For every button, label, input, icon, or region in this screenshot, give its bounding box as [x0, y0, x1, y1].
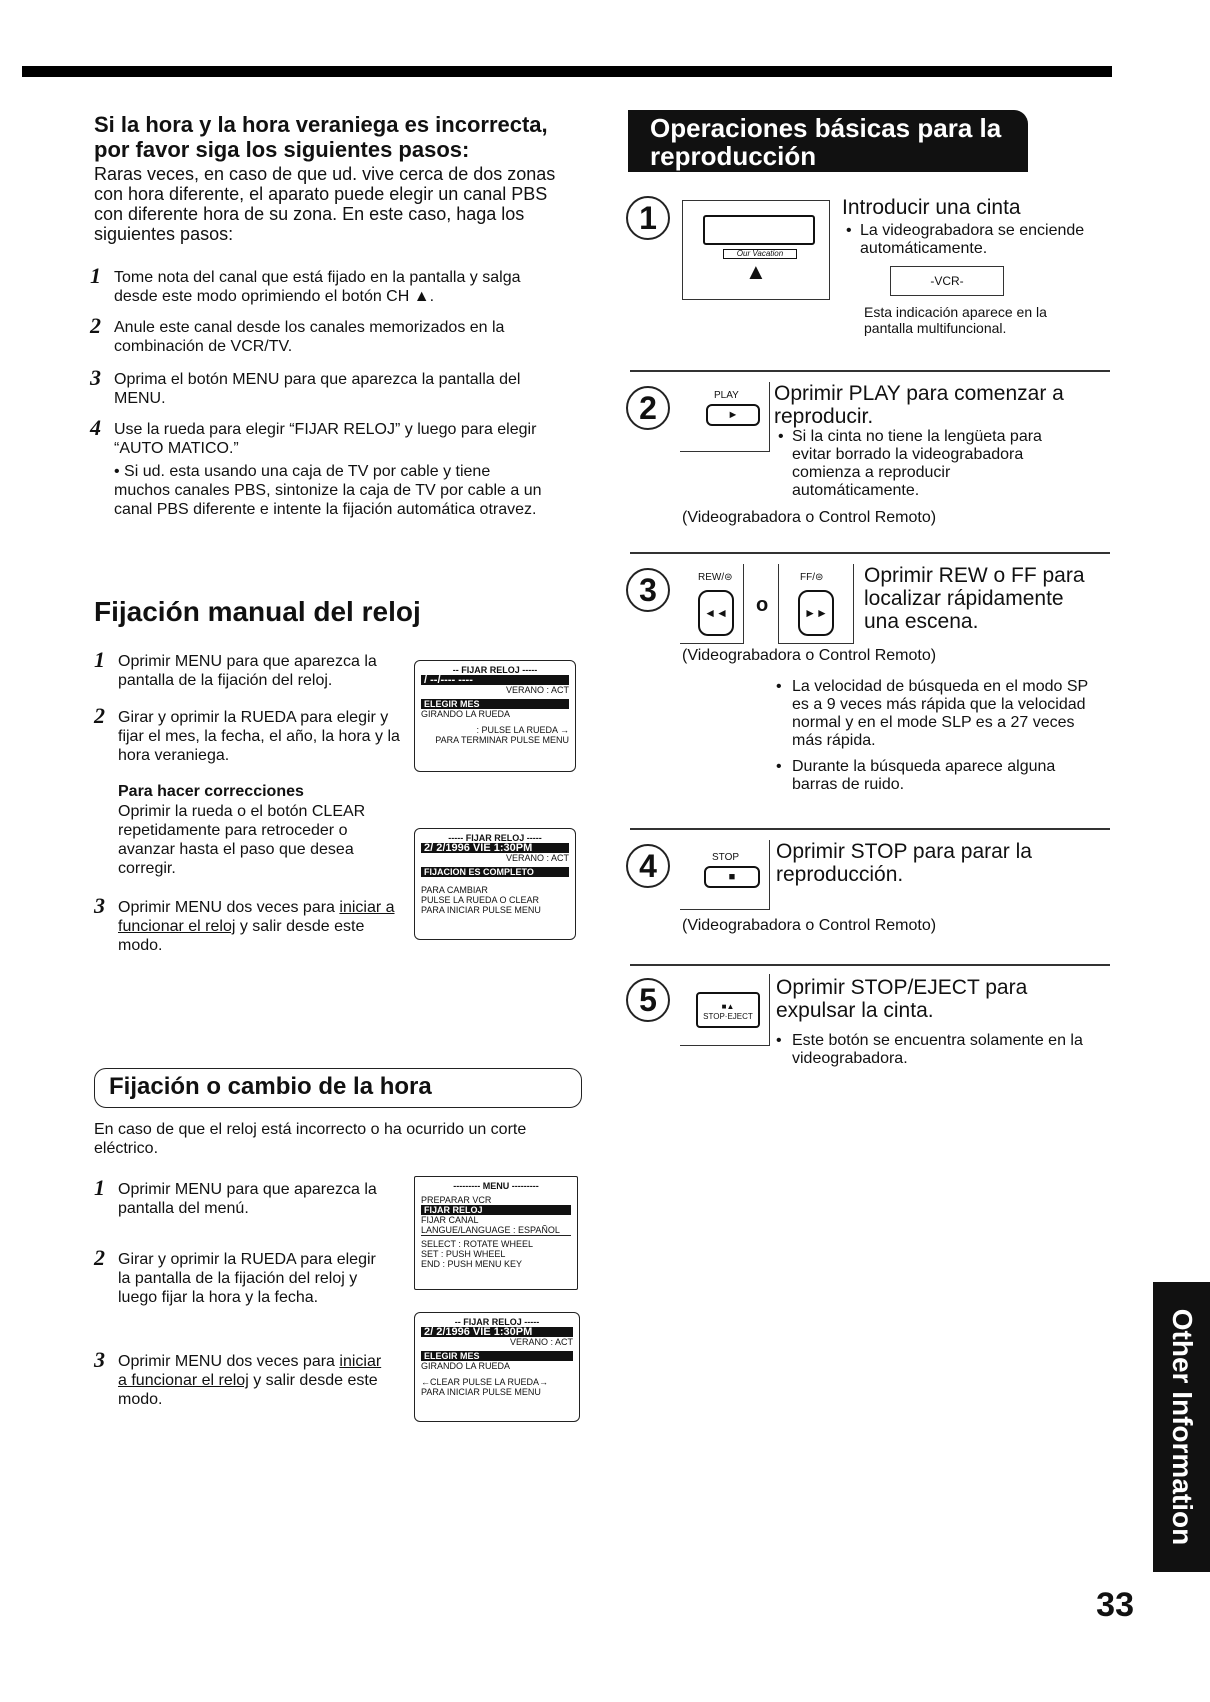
manual-title: Fijación manual del reloj [94, 596, 421, 627]
step-bullet: • La videograbadora se enciende automáticamente. [846, 222, 1085, 257]
step-bullet: • Durante la búsqueda aparece alguna barras de ruido. [776, 758, 1056, 793]
list-item: 3 Oprimir MENU dos veces para iniciar a funcionar el reloj y salir desde este modo. [94, 1347, 382, 1408]
divider [630, 370, 1110, 372]
rewind-icon: ◄◄ [704, 606, 728, 620]
change-title-frame [94, 1068, 582, 1108]
stop-label: STOP [712, 852, 740, 863]
menu-screen: --------- MENU --------- PREPARAR VCR FIJAR RELOJ FIJAR CANAL LANGUE/LANGUAGE : ESPAÑOL SELECT : ROTATE WHEEL SET : PUSH WHEEL END : PUSH MENU KEY [414, 1176, 578, 1290]
step-note: (Videograbadora o Control Remoto) [682, 509, 937, 526]
step-bullet: • Si la cinta no tiene la lengüeta para evitar borrado la videograbadora comienza a reproducir automáticamente. [778, 428, 1042, 499]
stop-icon: ■ [728, 871, 736, 883]
rew-button[interactable] [698, 590, 734, 636]
step4-note: • Si ud. esta usando una caja de TV por cable y tiene muchos canales PBS, sintonize la caja de TV por cable a un canal PBS diferente e intente la fijación automática otravez. [114, 463, 542, 518]
change-title: Fijación o cambio de la hora [109, 1073, 432, 1100]
step-title: Oprimir STOP para parar la reproducción. [776, 840, 1032, 886]
list-item: 2 Anule este canal desde los canales memorizados en la combinación de VCR/TV. [90, 313, 505, 355]
or-label: o [756, 594, 769, 616]
cassette-icon [703, 215, 815, 245]
section-header: Operaciones básicas para la reproducción [628, 110, 1028, 172]
list-item: 1 Tome nota del canal que está fijado en la pantalla y salga desde este modo oprimiendo el botón CH ▲. [90, 263, 521, 305]
step-number: 3 [626, 568, 670, 612]
step-title: Oprimir PLAY para comenzar a reproducir. [774, 382, 1064, 428]
step-title: Oprimir STOP/EJECT para expulsar la cinta. [776, 976, 1028, 1022]
corrections-body: Oprimir la rueda o el botón CLEAR repetidamente para retroceder o avanzar hasta el paso que desea corregir. [118, 803, 366, 877]
clock-screen-2: ----- FIJAR RELOJ ----- 2/ 2/1996 VIE 1:30PM VERANO : ACT FIJACION ES COMPLETO PARA CAMBIAR PULSE LA RUEDA O CLEAR PARA INICIAR PULSE MENU [414, 828, 576, 940]
top-rule [22, 66, 1112, 77]
stop-eject-button[interactable]: ■▲ STOP·EJECT [696, 992, 760, 1028]
clock-screen-1: -- FIJAR RELOJ ----- / --/---- ---- VERANO : ACT ELEGIR MES GIRANDO LA RUEDA : PULSE LA RUEDA → PARA TERMINAR PULSE MENU [414, 660, 576, 772]
ff-button[interactable] [798, 590, 834, 636]
step-title: Oprimir REW o FF para localizar rápidamente una escena. [864, 564, 1085, 633]
cassette-label: Our Vacation [723, 249, 797, 259]
step-number: 1 [626, 196, 670, 240]
step-title: Introducir una cinta [842, 196, 1021, 219]
play-icon: ► [727, 409, 739, 421]
step-number: 5 [626, 978, 670, 1022]
page-number: 33 [1096, 1586, 1134, 1624]
divider [630, 828, 1110, 830]
play-label: PLAY [714, 390, 739, 401]
fast-forward-icon: ►► [804, 606, 828, 620]
list-item: 3 Oprimir MENU dos veces para iniciar a funcionar el reloj y salir desde este modo. [94, 893, 395, 954]
list-item: 3 Oprima el botón MENU para que aparezca la pantalla del MENU. [90, 365, 521, 407]
vcr-display: -VCR- [890, 266, 1004, 296]
ff-label: FF/⊜ [800, 572, 824, 583]
eject-icon: ■▲ [721, 1002, 735, 1011]
list-item: 2 Girar y oprimir la RUEDA para elegir y fijar el mes, la fecha, el año, la hora y la hora veraniega. [94, 703, 400, 764]
cassette-illustration [682, 200, 830, 300]
side-tab: Other Information [1153, 1282, 1210, 1572]
rew-label: REW/⊜ [698, 572, 733, 583]
step-bullet: • Este botón se encuentra solamente en la videograbadora. [776, 1032, 1083, 1067]
change-intro: En caso de que el reloj está incorrecto o ha ocurrido un corte eléctrico. [94, 1121, 527, 1157]
step-bullet: • La velocidad de búsqueda en el modo SP es a 9 veces más rápida que la velocidad normal y en el mode SLP es a 27 veces más rápida. [776, 678, 1088, 749]
divider [630, 964, 1110, 966]
insert-arrow-icon: ▲ [745, 259, 767, 284]
play-button[interactable] [706, 404, 760, 426]
step-note: (Videograbadora o Control Remoto) [682, 917, 937, 934]
list-item: 1 Oprimir MENU para que aparezca la pantalla del menú. [94, 1175, 377, 1217]
step-note: (Videograbadora o Control Remoto) [682, 647, 937, 664]
intro-heading: Si la hora y la hora veraniega es incorrecta, por favor siga los siguientes pasos: [94, 112, 548, 162]
list-item: 4 Use la rueda para elegir “FIJAR RELOJ” y luego para elegir “AUTO MATICO.” [90, 415, 537, 457]
intro-body: Raras veces, en caso de que ud. vive cerca de dos zonas con hora diferente, el aparato puede elegir un canal PBS con diferente hora de su zona. En este caso, haga los siguientes pasos: [94, 164, 556, 244]
step-note: Esta indicación aparece en la pantalla multifuncional. [864, 304, 1047, 336]
list-item: 1 Oprimir MENU para que aparezca la pantalla de la fijación del reloj. [94, 647, 377, 689]
clock-screen-3: -- FIJAR RELOJ ----- 2/ 2/1996 VIE 1:30PM VERANO : ACT ELEGIR MES GIRANDO LA RUEDA ←CLEAR PULSE LA RUEDA→ PARA INICIAR PULSE MENU [414, 1312, 580, 1422]
list-item: 2 Girar y oprimir la RUEDA para elegir la pantalla de la fijación del reloj y luego fijar la hora y la fecha. [94, 1245, 376, 1306]
corrections-title: Para hacer correcciones [118, 783, 304, 800]
step-number: 4 [626, 844, 670, 888]
divider [630, 552, 1110, 554]
step-number: 2 [626, 386, 670, 430]
stop-button[interactable] [704, 866, 760, 888]
